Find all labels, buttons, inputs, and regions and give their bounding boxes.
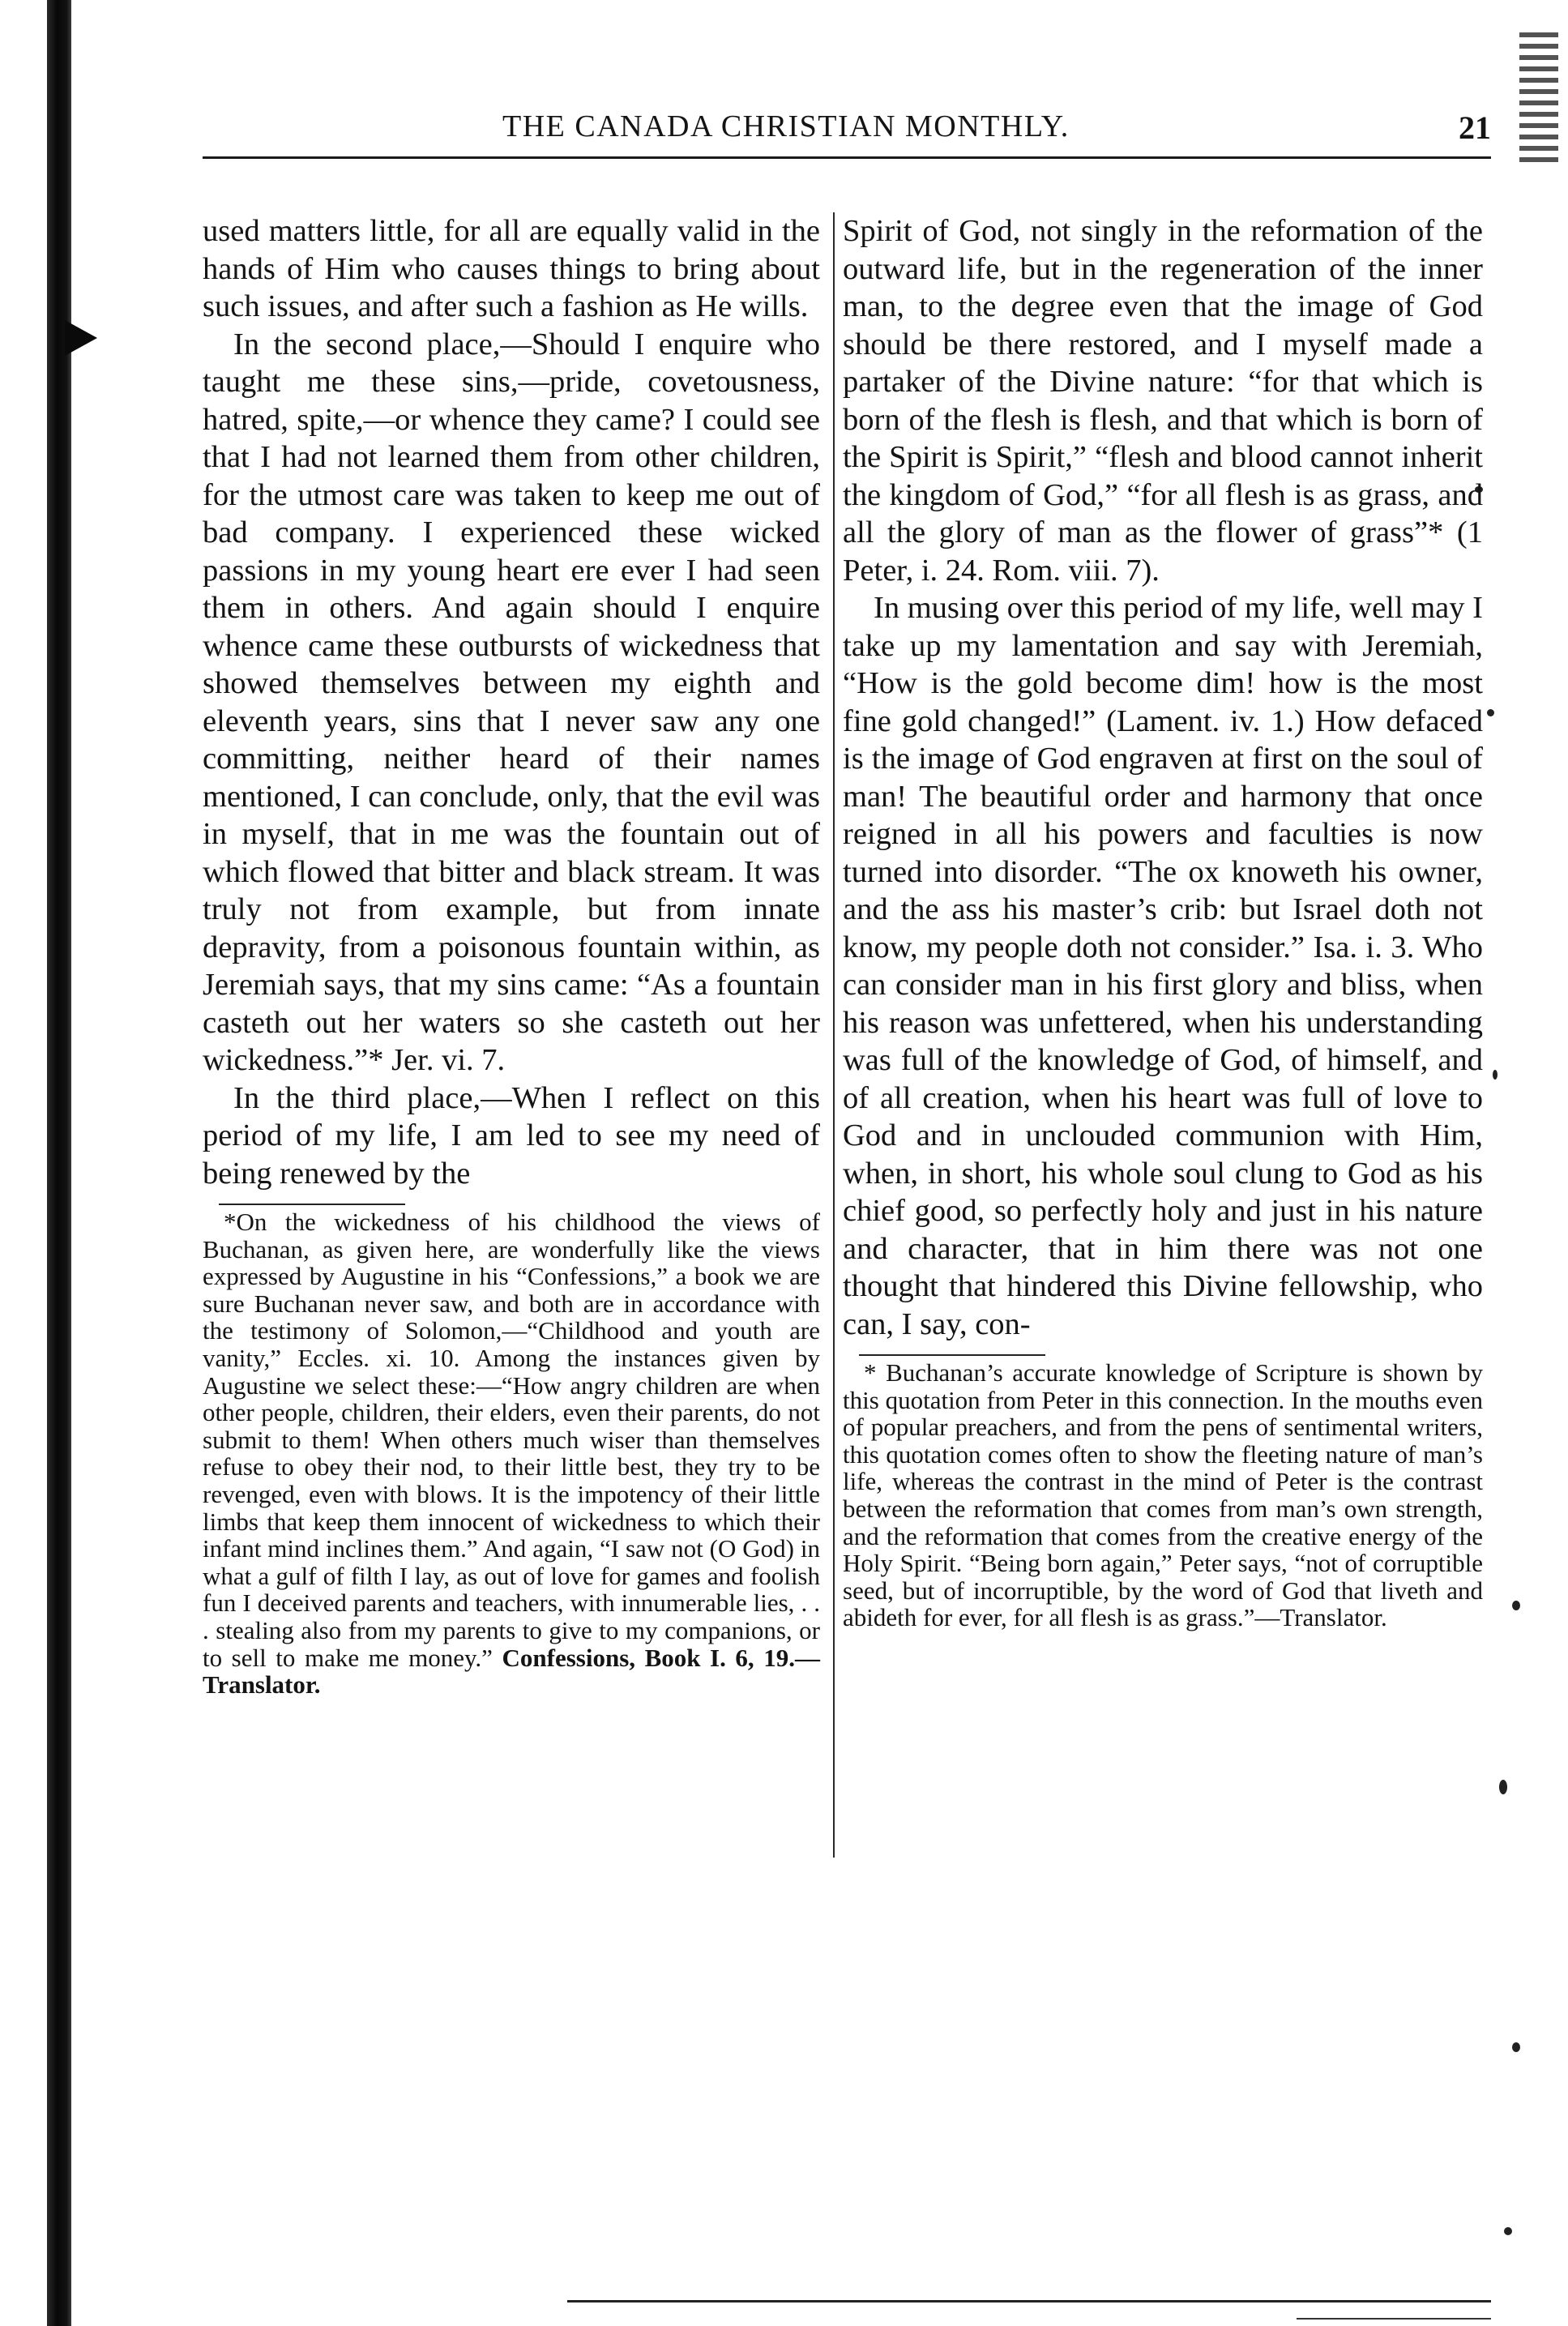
footnote-rule [219, 1204, 405, 1205]
right-body-text [843, 212, 1483, 1343]
right-paragraph-1: Spirit of God, not singly in the reformation of the outward life, but in the regeneration of the inner man, to the degree even that the image of God should be there restored, and I myself made a partaker of the Divine nature: “for that which is born of the flesh is flesh, and that which is born of the Spirit is Spirit,” “flesh and blood cannot inherit the kingdom of God,” “for all flesh is as grass, and all the glory of man as the flower of grass”* (1 Peter, i. 24. Rom. viii. 7). [843, 214, 1483, 588]
footnote-rule [859, 1354, 1045, 1356]
page-speck [1512, 1601, 1520, 1610]
page-speck [1512, 2042, 1520, 2052]
right-footnote-text: * Buchanan’s accurate knowledge of Scripture is shown by this quotation from Peter in this connection. In the mouths even of popular preachers, and from the pens of sentimental writers, this quotation comes often to show the fleeting nature of man’s life, whereas the contrast in the mind of Peter is the contrast between the reformation that comes from man’s own strength, and the reformation that comes from the creative energy of the Holy Spirit. “Being born again,” Peter says, “not of corruptible seed, but of incorruptible, by the word of God that liveth and abideth for ever, for all flesh is as grass.”—Translator. [843, 1358, 1483, 1632]
left-footnote [203, 1208, 820, 1699]
left-footnote-text: *On the wickedness of his childhood the views of Buchanan, as given here, are wonderfully like the views expressed by Augustine in his “Confessions,” a book we are sure Buchanan never saw, and both are in accordance with the testimony of Solomon,—“Childhood and youth are vanity,” Eccles. xi. 10. Among the instances given by Augustine we select these:—“How angry children are when other people, children, their elders, even their parents, do not submit to them! When others much wiser than themselves refuse to obey their nod, to their little best, they try to be revenged, even with blows. It is the impotency of their little limbs that keep them innocent of wickedness to which their infant mind inclines them.” And again, “I saw not (O God) in what a gulf of filth I lay, as out of love for games and foolish fun I deceived parents and teachers, with innumerable lies, . . . stealing also from my parents to give to my companions, or to sell to make me money.” [203, 1208, 820, 1672]
bottom-rule-short [1297, 2318, 1491, 2320]
binding-marker [65, 320, 97, 356]
right-paragraph-2: In musing over this period of my life, well may I take up my lamentation and say with Jeremiah, “How is the gold become dim! how is the most fine gold changed!” (Lament. iv. 1.) How defaced is the image of God engraven at first on the soul of man! The beautiful order and harmony that once reigned in all his powers and faculties is now turned into disorder. “The ox knoweth his owner, and the ass his master’s crib: but Israel doth not know, my people doth not consider.” Isa. i. 3. Who can consider man in his first glory and bliss, when his reason was unfettered, when his understanding was full of the knowledge of God, of himself, and of all creation, when his heart was full of love to God and in unclouded communion with Him, when, in short, his whole soul clung to God as his chief good, so perfectly holy and just in his nature and character, that in him there was not one thought that hindered this Divine fellowship, who can, I say, con- [843, 591, 1483, 1341]
column-divider [833, 212, 835, 1858]
left-paragraph-1: used matters little, for all are equally valid in the hands of Him who causes things to bring about such issues, and after such a fashion as He wills. [203, 214, 820, 323]
right-footnote [843, 1359, 1483, 1631]
page-speck [1493, 1070, 1498, 1080]
left-footnote-attribution: Confessions, Book I. 6, 19.—Translator. [203, 1643, 820, 1700]
left-column [203, 212, 820, 1699]
left-paragraph-2: In the second place,—Should I enquire who taught me these sins,—pride, covetousness, hatred, spite,—or whence they came? I could see that I had not learned them from other children, for the utmost care was taken to keep me out of bad company. I experienced these wicked passions in my young heart ere ever I had seen them in others. And again should I enquire whence came these outbursts of wickedness that showed themselves between my eighth and eleventh years, sins that I never saw any one committing, neither heard of their names mentioned, I can conclude, only, that the evil was in myself, that in me was the fountain out of which flowed that bitter and black stream. It was truly not from example, but from innate depravity, from a poisonous fountain within, as Jeremiah says, that my sins came: “As a fountain casteth out her waters so she casteth out her wickedness.”* Jer. vi. 7. [203, 327, 820, 1077]
page-speck [1504, 2227, 1512, 2235]
page-speck [1499, 1780, 1507, 1794]
left-paragraph-3: In the third place,—When I reflect on this period of my life, I am led to see my need of being renewed by the [203, 1080, 820, 1191]
header-rule [203, 156, 1491, 159]
page-number: 21 [1459, 109, 1491, 146]
running-head [203, 105, 1491, 151]
left-body-text [203, 212, 820, 1192]
right-column [843, 212, 1483, 1631]
running-title: THE CANADA CHRISTIAN MONTHLY. [502, 109, 1070, 143]
page-speck [1487, 709, 1494, 716]
bottom-rule [567, 2300, 1491, 2302]
facing-page-edge [1519, 32, 1558, 162]
